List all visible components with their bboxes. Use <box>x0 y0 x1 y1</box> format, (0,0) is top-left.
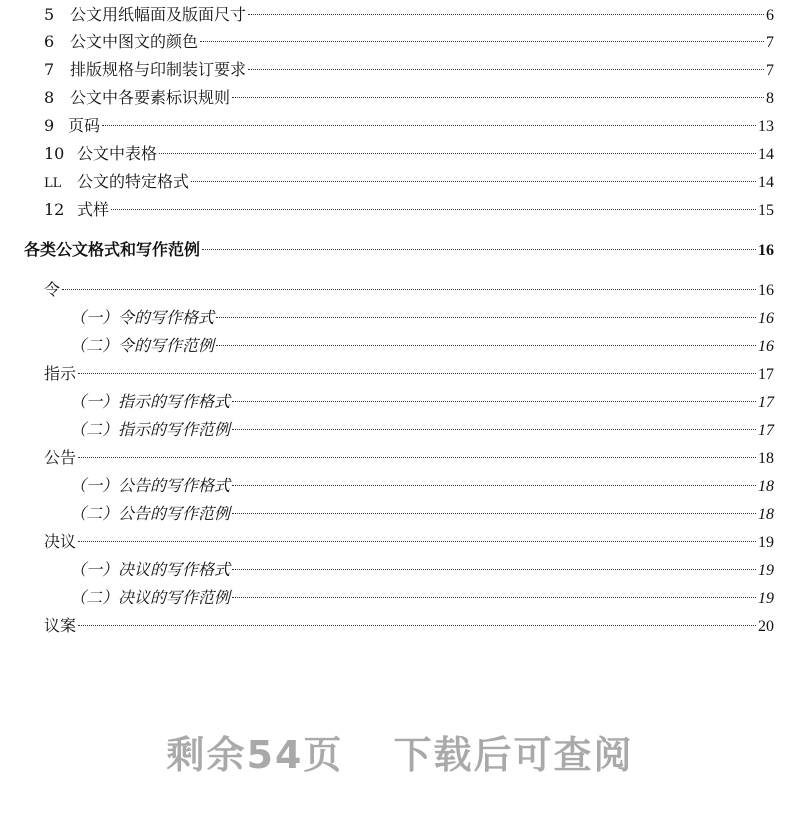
toc-number: 5 <box>44 5 55 24</box>
toc-page: 15 <box>758 202 774 219</box>
toc-leader <box>232 512 756 514</box>
toc-title: （二）决议的写作范例 <box>70 588 231 607</box>
toc-title: 公文的特定格式 <box>77 172 190 191</box>
toc-entry[interactable] <box>44 143 774 165</box>
toc-title: 指示 <box>44 364 77 383</box>
toc-title: 公文用纸幅面及版面尺寸 <box>70 5 247 24</box>
toc-title: （二）令的写作范例 <box>70 336 215 355</box>
toc-number: 10 <box>44 144 65 163</box>
toc-title: （一）公告的写作格式 <box>70 476 231 495</box>
toc-page: 19 <box>758 534 774 551</box>
toc-leader <box>216 344 756 346</box>
toc-entry[interactable] <box>44 447 774 469</box>
toc-leader <box>232 400 756 402</box>
toc-subentry[interactable] <box>70 307 774 329</box>
toc-page: 8 <box>766 90 774 107</box>
toc-page: 18 <box>758 478 774 495</box>
toc-page: 17 <box>758 422 774 439</box>
toc-leader <box>248 13 764 15</box>
toc-title: 排版规格与印制装订要求 <box>70 60 247 79</box>
toc-leader <box>102 124 756 126</box>
toc-page: 18 <box>758 506 774 523</box>
toc-page: 14 <box>758 174 774 191</box>
toc-number: 7 <box>44 60 55 79</box>
toc-title: 页码 <box>68 116 101 135</box>
toc-page: 14 <box>758 146 774 163</box>
toc-leader <box>111 208 756 210</box>
toc-title: 公文中图文的颜色 <box>70 32 199 51</box>
toc-page: 7 <box>766 62 774 79</box>
toc-entry[interactable] <box>44 115 774 137</box>
toc-entry[interactable] <box>44 59 774 81</box>
toc-title: （一）决议的写作格式 <box>70 560 231 579</box>
toc-leader <box>78 540 756 542</box>
toc-title: （二）公告的写作范例 <box>70 504 231 523</box>
toc-title: 公告 <box>44 448 77 467</box>
toc-entry[interactable] <box>44 171 774 193</box>
toc-subentry[interactable] <box>70 391 774 413</box>
toc-leader <box>78 372 756 374</box>
toc-page: 19 <box>758 562 774 579</box>
toc-leader <box>232 484 756 486</box>
toc-chapter-heading[interactable] <box>24 239 774 261</box>
toc-title: （一）指示的写作格式 <box>70 392 231 411</box>
toc-subentry[interactable] <box>70 475 774 497</box>
toc-number: 6 <box>44 32 55 51</box>
toc-number: LL <box>44 176 62 191</box>
toc-title: 公文中各要素标识规则 <box>70 88 231 107</box>
toc-page: 13 <box>758 118 774 135</box>
toc-page: 19 <box>758 590 774 607</box>
toc-subentry[interactable] <box>70 559 774 581</box>
toc-number: 12 <box>44 200 65 219</box>
toc-title: 令 <box>44 280 61 299</box>
toc-page: 17 <box>758 394 774 411</box>
toc-leader <box>232 428 756 430</box>
toc-page: 16 <box>758 310 774 327</box>
toc-entry[interactable] <box>44 87 774 109</box>
download-banner[interactable] <box>0 720 800 790</box>
toc-title: （二）指示的写作范例 <box>70 420 231 439</box>
toc-title: 式样 <box>77 200 110 219</box>
toc-entry[interactable] <box>44 279 774 301</box>
toc-page: 17 <box>758 366 774 383</box>
toc-leader <box>78 624 756 626</box>
toc-entry[interactable] <box>44 31 774 53</box>
toc-page: 6 <box>766 7 774 24</box>
toc-title: 决议 <box>44 532 77 551</box>
toc-leader <box>191 180 756 182</box>
toc-title: （一）令的写作格式 <box>70 308 215 327</box>
toc-entry[interactable] <box>44 363 774 385</box>
toc-number: 8 <box>44 88 55 107</box>
toc-page: 16 <box>758 282 774 299</box>
toc-leader <box>200 40 764 42</box>
toc-title: 公文中表格 <box>77 144 158 163</box>
toc-leader <box>62 288 756 290</box>
download-prompt[interactable] <box>0 720 800 790</box>
toc-leader <box>248 68 764 70</box>
toc-entry[interactable] <box>44 615 774 637</box>
toc-entry[interactable] <box>44 4 774 26</box>
toc-leader <box>232 596 756 598</box>
toc-leader <box>78 456 756 458</box>
toc-subentry[interactable] <box>70 587 774 609</box>
toc-title: 各类公文格式和写作范例 <box>24 240 201 259</box>
toc-page: 20 <box>758 618 774 635</box>
toc-subentry[interactable] <box>70 419 774 441</box>
toc-page: 16 <box>758 242 774 259</box>
toc-subentry[interactable] <box>70 335 774 357</box>
toc-page: 7 <box>766 34 774 51</box>
toc-leader <box>216 316 756 318</box>
toc-title: 议案 <box>44 616 77 635</box>
toc-leader <box>202 248 756 250</box>
toc-subentry[interactable] <box>70 503 774 525</box>
toc-page: 18 <box>758 450 774 467</box>
toc-leader <box>159 152 756 154</box>
toc-leader <box>232 96 764 98</box>
toc-leader <box>232 568 756 570</box>
remaining-pages-text: 剩余54页 <box>166 733 344 777</box>
toc-page: 16 <box>758 338 774 355</box>
toc-number: 9 <box>44 116 55 135</box>
download-to-view-text: 下载后可查阅 <box>393 733 634 777</box>
toc-entry[interactable] <box>44 531 774 553</box>
toc-entry[interactable] <box>44 199 774 221</box>
